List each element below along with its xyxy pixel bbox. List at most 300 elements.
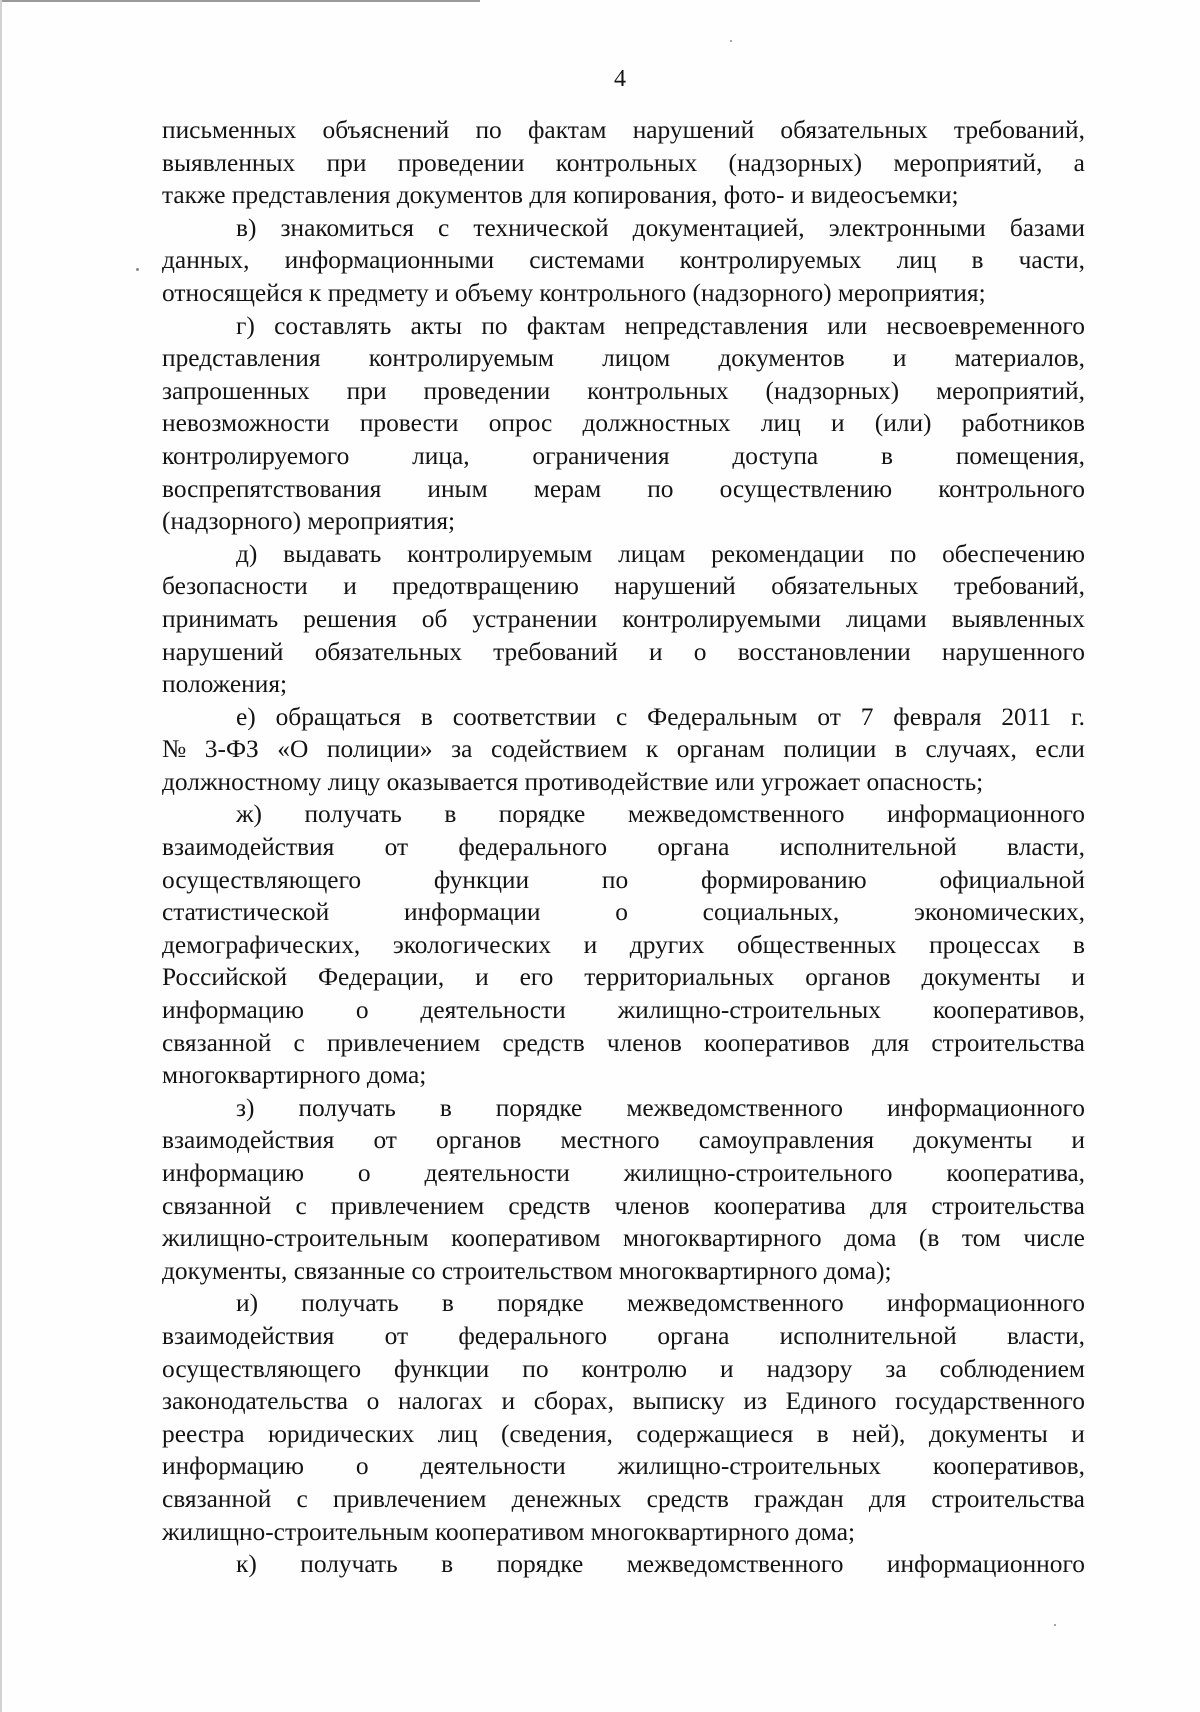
word: ней), [852, 1419, 906, 1448]
word: привлечением [330, 1191, 485, 1220]
word: безопасности [162, 572, 308, 601]
word: лицом [602, 344, 671, 373]
word: (надзорных) [765, 376, 900, 405]
word: реестра [162, 1419, 245, 1448]
text-line [162, 896, 1085, 929]
word: случаях, [925, 735, 1017, 764]
word: за [885, 1354, 907, 1383]
word: налогах [398, 1387, 483, 1416]
word: по [481, 311, 508, 340]
word: по [522, 1354, 549, 1383]
word: функции [433, 865, 530, 894]
word: и [343, 572, 357, 601]
text-line [162, 570, 1085, 603]
document-body-text [162, 114, 1085, 1581]
text-line [162, 538, 1085, 571]
word: выписку [632, 1387, 725, 1416]
word: информацию [162, 1452, 304, 1481]
word: о [355, 1452, 369, 1481]
word: 2011 [1001, 702, 1052, 731]
word: Федеральным [647, 702, 798, 731]
word: документацией, [632, 213, 805, 242]
word: в [441, 1289, 454, 1318]
word: электронными [828, 213, 986, 242]
word: принимать [162, 604, 279, 633]
word: порядке [495, 1093, 583, 1122]
word: связанной [162, 1191, 272, 1220]
text-line [162, 961, 1085, 994]
word: (надзорных) [728, 148, 863, 177]
text-line [162, 864, 1085, 897]
word: средств [508, 1191, 591, 1220]
word: в [439, 1093, 452, 1122]
word: кооперативом [451, 1224, 601, 1253]
word: (сведения, [501, 1419, 613, 1448]
word: получать [300, 1550, 398, 1579]
word: органа [657, 833, 730, 862]
word: несвоевременного [886, 311, 1085, 340]
word: выявленных [951, 604, 1085, 633]
word: соблюдением [939, 1354, 1085, 1383]
word: от [384, 1321, 409, 1350]
word: информационного [886, 1093, 1085, 1122]
word: фактам [527, 116, 607, 144]
word: межведомственного [627, 800, 845, 829]
word: в [444, 800, 457, 829]
word: информацию [162, 996, 304, 1025]
word: данных, [162, 246, 250, 275]
text-line: также представления документов для копирования, фото- и видеосъемки; [162, 181, 959, 210]
word: нарушенного [941, 637, 1085, 666]
word: требований [493, 637, 618, 666]
word: информационными [284, 246, 495, 275]
word: строительства [931, 1028, 1085, 1057]
word: юридических [267, 1419, 415, 1448]
word: и [1071, 963, 1085, 992]
word: д) [236, 539, 258, 568]
word: информационного [886, 1289, 1085, 1318]
word: содействием [491, 735, 628, 764]
word: осуществляющего [162, 865, 362, 894]
word: лиц [760, 409, 801, 438]
text-line [162, 994, 1085, 1027]
word: невозможности [162, 409, 330, 438]
word: к [645, 735, 659, 764]
word: власти, [1007, 833, 1085, 862]
word: фактам [526, 311, 606, 340]
word: решения [303, 604, 397, 633]
word: его [519, 963, 554, 992]
word: для [868, 1484, 907, 1513]
word: по [601, 865, 629, 894]
word: в [894, 735, 907, 764]
word: з) [236, 1093, 255, 1122]
text-line [162, 342, 1085, 375]
word: информации [403, 898, 541, 927]
word: экологических [392, 930, 552, 959]
word: взаимодействия [162, 1321, 335, 1350]
word: кооператива [713, 1191, 846, 1220]
word: получать [298, 1093, 396, 1122]
word: документы [913, 1126, 1033, 1155]
word: порядке [497, 1289, 584, 1318]
word: процессах [929, 930, 1041, 959]
word: а [1073, 148, 1085, 177]
scan-speck [136, 268, 139, 271]
text-line [162, 244, 1085, 277]
word: жилищно-строительным [162, 1224, 429, 1253]
text-line [162, 1450, 1085, 1483]
word: граждан [754, 1484, 844, 1513]
word: демографических, [162, 930, 361, 959]
word: контрольных [587, 376, 729, 405]
text-line [162, 1190, 1085, 1223]
word: проведении [397, 148, 525, 177]
word: средств [502, 1028, 585, 1057]
word: предотвращению [392, 572, 579, 601]
word: знакомиться [280, 213, 414, 242]
word: Единого [785, 1387, 877, 1416]
word: обращаться [275, 702, 401, 731]
word: осуществлению [719, 474, 893, 503]
word: том [961, 1224, 1001, 1253]
word: информационного [886, 800, 1085, 829]
word: проведении [423, 376, 551, 405]
word: власти, [1007, 1321, 1085, 1350]
word: федерального [458, 1321, 608, 1350]
word: лиц [896, 246, 937, 275]
word: средств [646, 1484, 729, 1513]
word: обязательных [780, 116, 928, 144]
word: для [871, 1028, 910, 1057]
word: нарушений [614, 572, 736, 601]
word: денежных [511, 1484, 622, 1513]
word: членов [614, 1191, 690, 1220]
text-line [162, 929, 1085, 962]
word: взаимодействия [162, 833, 335, 862]
word: содержащиеся [636, 1419, 794, 1448]
word: межведомственного [626, 1289, 844, 1318]
text-line [162, 440, 1085, 473]
word: деятельности [420, 996, 566, 1025]
word: о [615, 898, 628, 927]
word: восстановлении [737, 637, 911, 666]
text-line [162, 831, 1085, 864]
word: органов [436, 1126, 522, 1155]
word: контролю [581, 1354, 687, 1383]
word: в [1072, 930, 1085, 959]
word: дома [844, 1224, 897, 1253]
text-line [162, 147, 1085, 180]
word: контрольного [938, 474, 1085, 503]
text-line: документы, связанные со строительством многоквартирного дома); [162, 1256, 892, 1285]
word: строительства [931, 1484, 1085, 1513]
word: и) [236, 1289, 259, 1318]
word: надзору [766, 1354, 853, 1383]
word: получать [301, 1289, 399, 1318]
word: Федерации, [318, 963, 445, 992]
text-line [162, 1157, 1085, 1190]
word: запрошенных [162, 376, 310, 405]
word: о [693, 637, 707, 666]
word: с [293, 1028, 305, 1057]
word: контролируемым [368, 344, 554, 373]
text-line [162, 1320, 1085, 1353]
word: должностных [582, 409, 731, 438]
word: доступа [732, 441, 819, 470]
word: кооперативов, [932, 996, 1085, 1025]
word: от [373, 1126, 397, 1155]
word: (в [918, 1224, 940, 1253]
text-line [162, 1418, 1085, 1451]
word: деятельности [424, 1159, 570, 1187]
word: требований, [953, 116, 1085, 144]
word: требований, [953, 572, 1085, 601]
word: для [870, 1191, 908, 1220]
word: государственного [895, 1387, 1085, 1416]
word: соответствии [452, 702, 597, 731]
word: по [475, 116, 502, 144]
word: кооперативов, [932, 1452, 1085, 1481]
word: информацию [162, 1159, 304, 1187]
word: контролируемыми [622, 604, 822, 633]
word: г) [236, 311, 255, 340]
word: экономических, [913, 898, 1085, 927]
word: о [366, 1387, 380, 1416]
word: акты [410, 311, 463, 340]
text-line: положения; [162, 670, 288, 699]
word: технической [473, 213, 609, 242]
word: обязательных [771, 572, 919, 601]
word: обязательных [314, 637, 462, 666]
word: контролируемых [679, 246, 862, 275]
word: выявленных [162, 148, 296, 177]
text-line [162, 733, 1085, 766]
word: и [583, 930, 598, 959]
word: в [420, 702, 433, 731]
text-line [162, 212, 1085, 245]
word: 7 [860, 702, 874, 731]
word: полиции [783, 735, 877, 764]
word: материалов, [954, 344, 1085, 373]
word: порядке [498, 800, 586, 829]
text-line [162, 1027, 1085, 1060]
word: и [892, 344, 907, 373]
word: деятельности [420, 1452, 566, 1481]
word: в [971, 246, 984, 275]
word: при [346, 376, 387, 405]
word: и [475, 963, 489, 992]
word: г. [1071, 702, 1085, 731]
word: статистической [162, 898, 330, 927]
word: членов [606, 1028, 682, 1057]
word: представления [162, 344, 321, 373]
word: выдавать [283, 539, 382, 568]
word: от [384, 833, 409, 862]
word: иным [427, 474, 488, 503]
text-line [162, 1548, 1085, 1581]
word: связанной [162, 1484, 272, 1513]
text-line: многоквартирного дома; [162, 1061, 427, 1090]
word: кооператива, [946, 1159, 1085, 1187]
word: федерального [458, 833, 608, 862]
word: органов [805, 963, 891, 992]
scan-edge-left [0, 0, 2, 1712]
word: осуществляющего [162, 1354, 362, 1383]
scan-edge-top [0, 0, 480, 2]
word: привлечением [333, 1484, 487, 1513]
word: в [881, 441, 893, 470]
word: с [438, 213, 450, 242]
word: социальных, [702, 898, 840, 927]
word: исполнительной [779, 1321, 957, 1350]
word: и [1071, 1126, 1085, 1155]
word: обеспечению [942, 539, 1085, 568]
word: законодательства [162, 1387, 349, 1416]
word: от [817, 702, 841, 731]
word: многоквартирного [623, 1224, 822, 1253]
word: и [719, 1354, 734, 1383]
word: привлечением [326, 1028, 481, 1057]
word: в) [236, 213, 257, 242]
word: и [1071, 1419, 1085, 1448]
text-line [162, 1353, 1085, 1386]
word: числе [1023, 1224, 1085, 1253]
word: самоуправления [698, 1126, 875, 1155]
word: органа [657, 1321, 730, 1350]
word: нарушений [162, 637, 284, 666]
text-line [162, 1124, 1085, 1157]
word: и [501, 1387, 516, 1416]
word: органам [676, 735, 765, 764]
word: при [326, 148, 367, 177]
word: работников [961, 409, 1085, 438]
word: письменных [162, 116, 297, 144]
text-line [162, 798, 1085, 831]
word: информационного [886, 1550, 1085, 1579]
word: об [421, 604, 448, 633]
page-number: 4 [614, 66, 626, 92]
word: (или) [874, 409, 932, 438]
word: документы [921, 963, 1041, 992]
word: ж) [236, 800, 262, 829]
word: ограничения [532, 441, 670, 470]
word: воспрепятствования [162, 474, 382, 503]
text-line: должностному лицу оказывается противодействие или угрожает опасность; [162, 767, 984, 796]
word: мероприятий, [893, 148, 1043, 177]
word: базами [1009, 213, 1085, 242]
word: с [616, 702, 628, 731]
word: в [816, 1419, 829, 1448]
word: к) [236, 1550, 257, 1579]
word: функции [394, 1354, 490, 1383]
word: помещения, [955, 441, 1085, 470]
word: контролируемым [407, 539, 593, 568]
word: получать [304, 800, 402, 829]
word: местного [560, 1126, 660, 1155]
word: документы [928, 1419, 1048, 1448]
word: по [647, 474, 674, 503]
text-line: относящейся к предмету и объему контрольного (надзорного) мероприятия; [162, 278, 986, 307]
word: составлять [274, 311, 392, 340]
text-line: жилищно-строительным кооперативом многоквартирного дома; [162, 1517, 856, 1546]
word: межведомственного [626, 1093, 843, 1122]
word: опрос [488, 409, 553, 438]
word: устранении [472, 604, 598, 633]
text-line [162, 1222, 1085, 1255]
text-line: (надзорного) мероприятия; [162, 507, 456, 536]
word: о [357, 1159, 371, 1187]
word: из [743, 1387, 767, 1416]
text-line [162, 114, 1085, 147]
word: формированию [701, 865, 867, 894]
text-line [162, 1483, 1085, 1516]
word: с [296, 1484, 308, 1513]
word: Российской [162, 963, 288, 992]
word: по [890, 539, 917, 568]
word: мероприятий, [936, 376, 1085, 405]
word: документов [718, 344, 845, 373]
word: лица, [412, 441, 470, 470]
word: мерам [533, 474, 602, 503]
word: «О [277, 735, 309, 764]
text-line [162, 473, 1085, 506]
scan-speck [730, 40, 732, 42]
word: строительства [931, 1191, 1085, 1220]
word: межведомственного [626, 1550, 844, 1579]
word: рекомендации [711, 539, 865, 568]
text-line [162, 636, 1085, 669]
word: полиции» [326, 735, 433, 764]
word: непредставления [624, 311, 809, 340]
word: февраля [893, 702, 982, 731]
word: территориальных [584, 963, 775, 992]
scan-speck [1054, 1624, 1056, 1626]
word: исполнительной [779, 833, 957, 862]
word: лиц [437, 1419, 478, 1448]
text-line [162, 603, 1085, 636]
word: порядке [496, 1550, 584, 1579]
word: жилищно-строительного [623, 1159, 893, 1187]
word: за [451, 735, 473, 764]
text-line [162, 1385, 1085, 1418]
text-line [162, 1287, 1085, 1320]
text-line [162, 375, 1085, 408]
word: с [295, 1191, 307, 1220]
word: части, [1018, 246, 1085, 275]
word: жилищно-строительных [617, 1452, 881, 1481]
word: общественных [737, 930, 897, 959]
word: контролируемого [162, 441, 350, 470]
word: системами [529, 246, 645, 275]
text-line [162, 701, 1085, 734]
word: о [355, 996, 369, 1025]
word: и [649, 637, 663, 666]
word: жилищно-строительных [617, 996, 881, 1025]
word: взаимодействия [162, 1126, 335, 1155]
word: 3-ФЗ [204, 735, 259, 764]
word: провести [359, 409, 459, 438]
word: и [830, 409, 845, 438]
word: связанной [162, 1028, 272, 1057]
word: нарушений [632, 116, 755, 144]
word: объяснений [322, 116, 450, 144]
word: если [1035, 735, 1085, 764]
word: в [441, 1550, 454, 1579]
word: контрольных [555, 148, 698, 177]
word: кооперативов [704, 1028, 850, 1057]
word: или [827, 311, 868, 340]
